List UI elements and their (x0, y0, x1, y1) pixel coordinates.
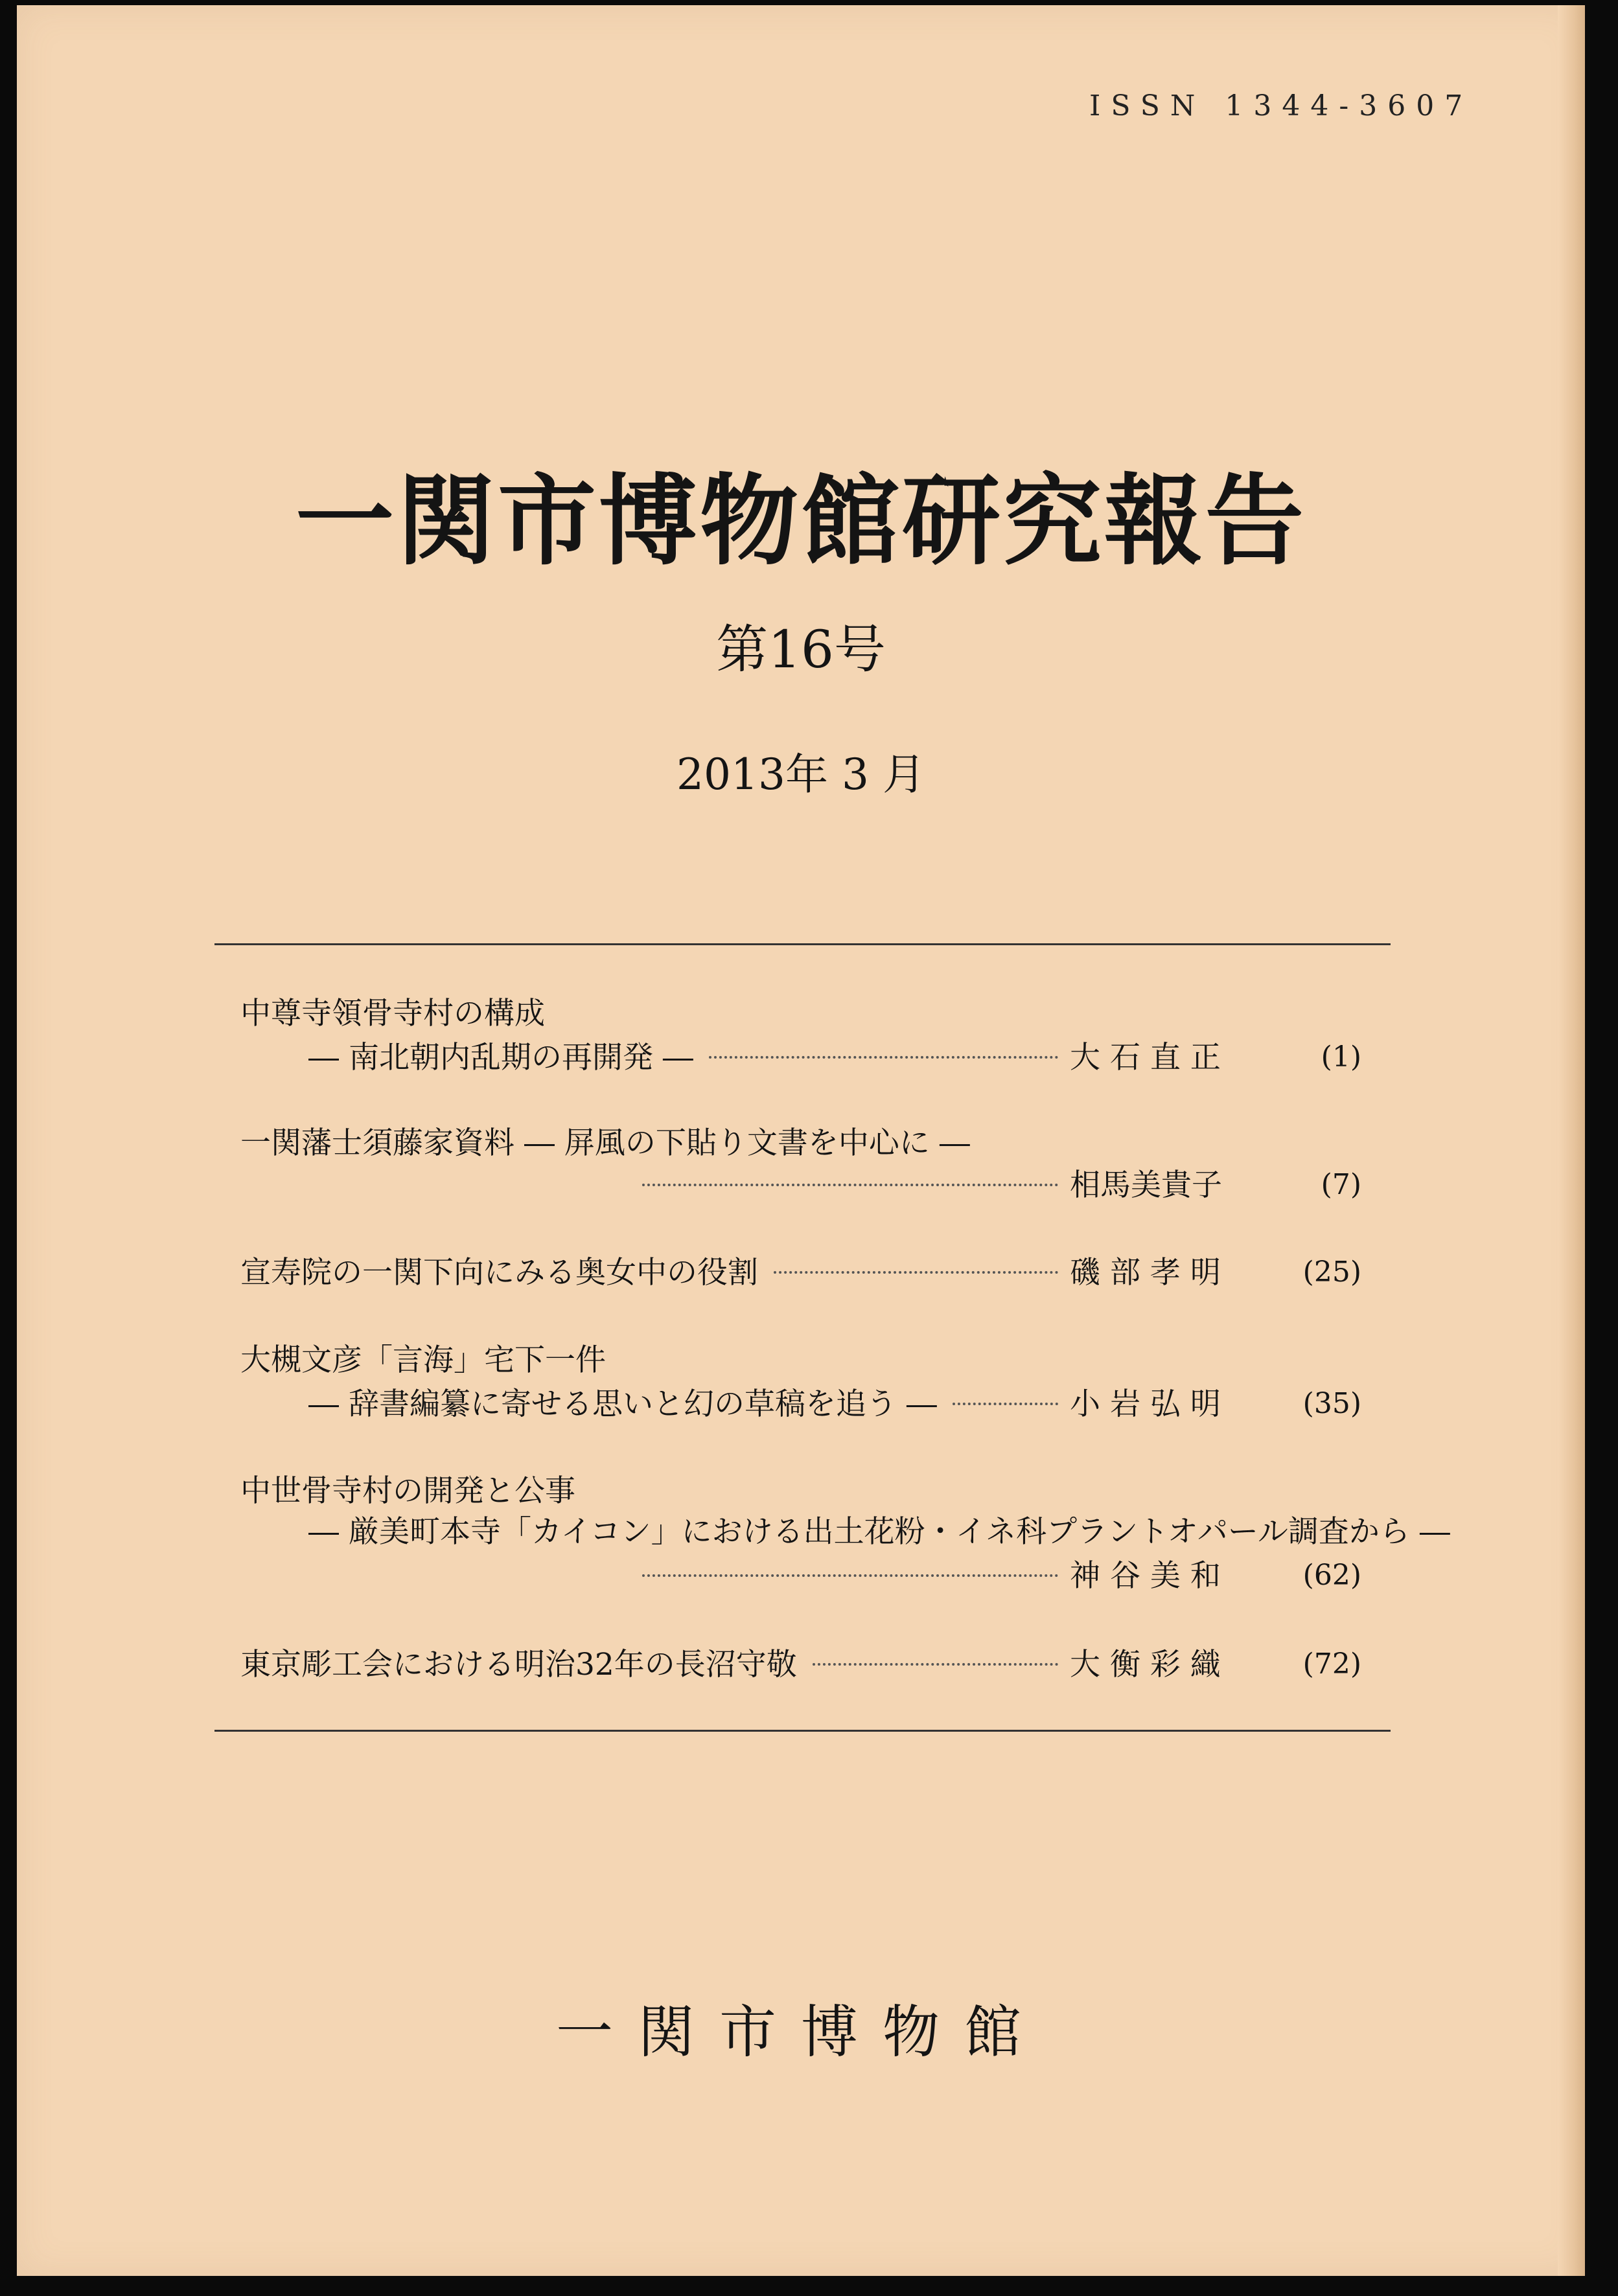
toc-entry-leader-line (642, 1556, 1361, 1596)
toc-author: 磯 部 孝 明 (1070, 1254, 1221, 1291)
toc-entry-subtitle-line (308, 1037, 1361, 1077)
dotted-leader (953, 1403, 1058, 1405)
toc-title: 中尊寺領骨寺村の構成 (240, 995, 545, 1031)
publisher-name: 一関市博物館 (555, 1999, 1046, 2065)
toc-page-number: (7) (1321, 1168, 1361, 1201)
dotted-leader (642, 1184, 1058, 1186)
toc-title: 宣寿院の一関下向にみる奥女中の役割 (240, 1254, 758, 1291)
toc-entry-title (240, 1471, 1361, 1511)
toc-entry (240, 1644, 1361, 1684)
toc-title: 一関藩士須藤家資料 ― 屏風の下貼り文書を中心に ― (240, 1125, 970, 1161)
toc-subtitle: ― 南北朝内乱期の再開発 ― (308, 1039, 693, 1075)
dotted-leader (709, 1056, 1058, 1059)
toc-entry-title (240, 1340, 1361, 1380)
toc-author: 小 岩 弘 明 (1070, 1386, 1221, 1422)
toc-title: 大槻文彦「言海」宅下一件 (240, 1342, 606, 1378)
toc-page-number: (1) (1321, 1040, 1361, 1073)
toc-title: 中世骨寺村の開発と公事 (240, 1473, 575, 1509)
toc-page-number: (62) (1302, 1559, 1361, 1592)
publication-date: 2013年 3 月 (676, 750, 925, 799)
cover-edge (1558, 5, 1585, 2276)
dotted-leader (774, 1271, 1058, 1274)
toc-entry-title (240, 1123, 1361, 1163)
toc-entry (240, 1252, 1361, 1292)
toc-entry-leader-line (642, 1165, 1361, 1205)
toc-author: 神 谷 美 和 (1070, 1557, 1221, 1594)
toc-page-number: (35) (1302, 1387, 1361, 1420)
toc-entry-subtitle-line (308, 1511, 1450, 1552)
journal-cover (17, 5, 1585, 2276)
dotted-leader (642, 1574, 1058, 1577)
toc-author: 大 石 直 正 (1070, 1039, 1221, 1075)
toc-top-rule (214, 943, 1391, 945)
toc-entry-subtitle-line (308, 1384, 1361, 1424)
toc-author: 相馬美貴子 (1070, 1167, 1222, 1203)
toc-title: 東京彫工会における明治32年の長沼守敬 (240, 1646, 797, 1682)
toc-subtitle: ― 辞書編纂に寄せる思いと幻の草稿を追う ― (308, 1386, 937, 1422)
toc-bottom-rule (214, 1730, 1391, 1732)
issn-number: ISSN 1344-3607 (1089, 89, 1474, 122)
dotted-leader (813, 1663, 1058, 1666)
journal-title: 一関市博物館研究報告 (295, 463, 1306, 579)
toc-entry-title (240, 993, 1361, 1033)
toc-page-number: (25) (1302, 1256, 1361, 1289)
toc-page-number: (72) (1302, 1647, 1361, 1681)
toc-subtitle: ― 厳美町本寺「カイコン」における出土花粉・イネ科プラントオパール調査から ― (308, 1513, 1450, 1550)
volume-number: 第16号 (716, 619, 886, 680)
toc-author: 大 衡 彩 織 (1070, 1646, 1221, 1682)
